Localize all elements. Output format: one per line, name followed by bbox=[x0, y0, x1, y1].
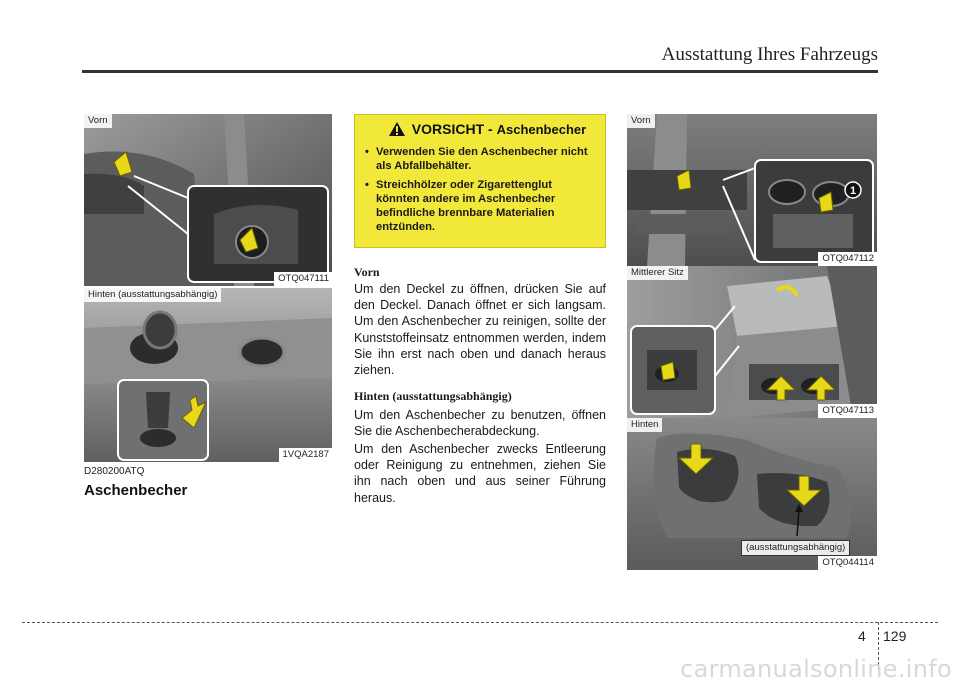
photo-note: (ausstattungsabhängig) bbox=[741, 540, 850, 556]
watermark: carmanualsonline.info bbox=[680, 655, 952, 683]
warning-triangle-icon bbox=[388, 121, 406, 137]
caution-title-separator: - bbox=[488, 121, 493, 137]
page-header-title: Ausstattung Ihres Fahrzeugs bbox=[661, 44, 878, 65]
photo-rear-ashtray bbox=[84, 288, 332, 462]
photo-label: Vorn bbox=[84, 114, 112, 128]
photo-code: OTQ044114 bbox=[818, 556, 877, 570]
front-heading: Vorn bbox=[354, 265, 380, 279]
header-rule bbox=[82, 70, 878, 73]
photo-front-ashtray-illustration bbox=[84, 114, 332, 286]
caution-subtitle: Aschenbecher bbox=[496, 122, 587, 137]
photo-label: Hinten (ausstattungsabhängig) bbox=[84, 288, 221, 302]
photo-rear-ashtray-illustration bbox=[84, 288, 332, 462]
page-number: 129 bbox=[883, 628, 907, 644]
caution-title-word: VORSICHT bbox=[411, 121, 485, 137]
photo-label: Vorn bbox=[627, 114, 655, 128]
callout-number: 1 bbox=[849, 185, 857, 197]
photo-code: OTQ047111 bbox=[274, 272, 332, 286]
photo-label: Hinten bbox=[627, 418, 662, 432]
caution-title-row bbox=[379, 121, 595, 137]
caution-item: • Streichhölzer oder Zigarettenglut könnten andere im Aschenbecher befindliche brennbare Materialien entzünden. bbox=[365, 178, 595, 234]
photo-middle-seat-illustration bbox=[627, 266, 877, 418]
photo-front-console bbox=[627, 114, 877, 266]
front-paragraph: Um den Deckel zu öffnen, drücken Sie auf den Deckel. Danach öffnet er sich langsam. Um den Aschenbecher zu reinigen, sollte der Kunststoffeinsatz entnommen werden, indem Sie ihn erst nach oben und danach heraus ziehen. bbox=[354, 282, 606, 378]
caution-box bbox=[354, 114, 606, 248]
section-title: Aschenbecher bbox=[84, 482, 188, 499]
photo-code: OTQ047112 bbox=[818, 252, 877, 266]
chapter-number: 4 bbox=[858, 628, 866, 644]
caution-title bbox=[412, 121, 586, 137]
rear-paragraph-2: Um den Aschenbecher zwecks Entleerung oder Reinigung zu entnehmen, ziehen Sie ihn nach oben und aus seiner Führung heraus. bbox=[354, 442, 606, 505]
reference-code: D280200ATQ bbox=[84, 466, 145, 477]
photo-code: OTQ047113 bbox=[818, 404, 877, 418]
caution-item: • Verwenden Sie den Aschenbecher nicht als Abfallbehälter. bbox=[365, 145, 595, 173]
caution-list bbox=[365, 145, 595, 234]
photo-rear-tray bbox=[627, 418, 877, 570]
rear-paragraph-1: Um den Aschenbecher zu benutzen, öffnen Sie die Aschenbecherabdeckung. bbox=[354, 408, 606, 439]
photo-label: Mittlerer Sitz bbox=[627, 266, 688, 280]
photo-middle-seat bbox=[627, 266, 877, 418]
photo-front-console-illustration bbox=[627, 114, 877, 266]
photo-code: 1VQA2187 bbox=[279, 448, 332, 462]
photo-front-ashtray bbox=[84, 114, 332, 286]
rear-heading: Hinten (ausstattungsabhängig) bbox=[354, 389, 512, 403]
footer-rule bbox=[22, 622, 938, 623]
